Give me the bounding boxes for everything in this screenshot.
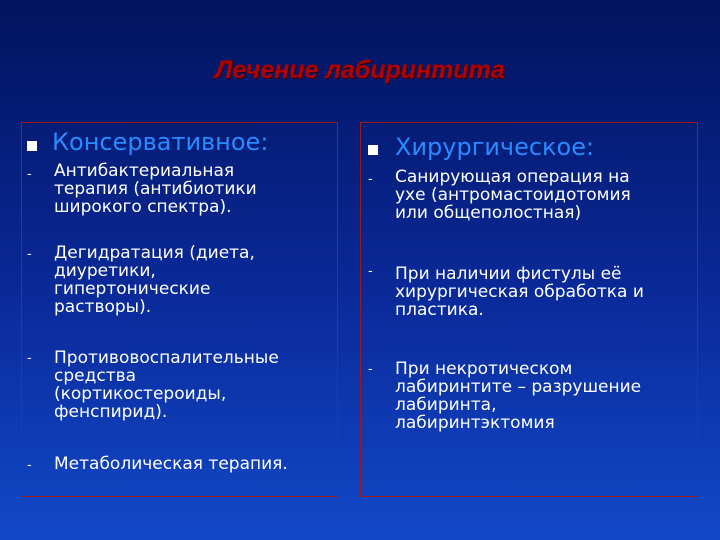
conservative-item-2: Дегидратация (диета, диуретики, гипертонические растворы). (54, 243, 255, 317)
square-bullet-icon (368, 145, 378, 155)
dash-bullet: - (27, 458, 32, 473)
surgical-heading: Хирургическое: (395, 133, 595, 161)
conservative-heading: Консервативное: (52, 128, 269, 156)
dash-bullet: - (368, 264, 373, 279)
dash-bullet: - (27, 247, 32, 262)
slide-title: Лечение лабиринтита (215, 56, 505, 84)
conservative-item-3: Противовоспалительные средства (кортикостероиды, фенспирид). (54, 348, 279, 422)
dash-bullet: - (27, 351, 32, 366)
surgical-item-3: При некротическом лабиринтите – разрушение лабиринта, лабиринтэктомия (395, 359, 642, 433)
square-bullet-icon (27, 141, 37, 151)
surgical-item-2: При наличии фистулы её хирургическая обработка и пластика. (395, 264, 644, 320)
surgical-item-1: Санирующая операция на ухе (антромастоидотомия или общеполостная) (395, 167, 631, 223)
conservative-item-1: Антибактериальная терапия (антибиотики широкого спектра). (54, 161, 257, 217)
dash-bullet: - (368, 172, 373, 187)
dash-bullet: - (27, 167, 32, 182)
conservative-item-4: Метаболическая терапия. (54, 454, 288, 474)
dash-bullet: - (368, 362, 373, 377)
